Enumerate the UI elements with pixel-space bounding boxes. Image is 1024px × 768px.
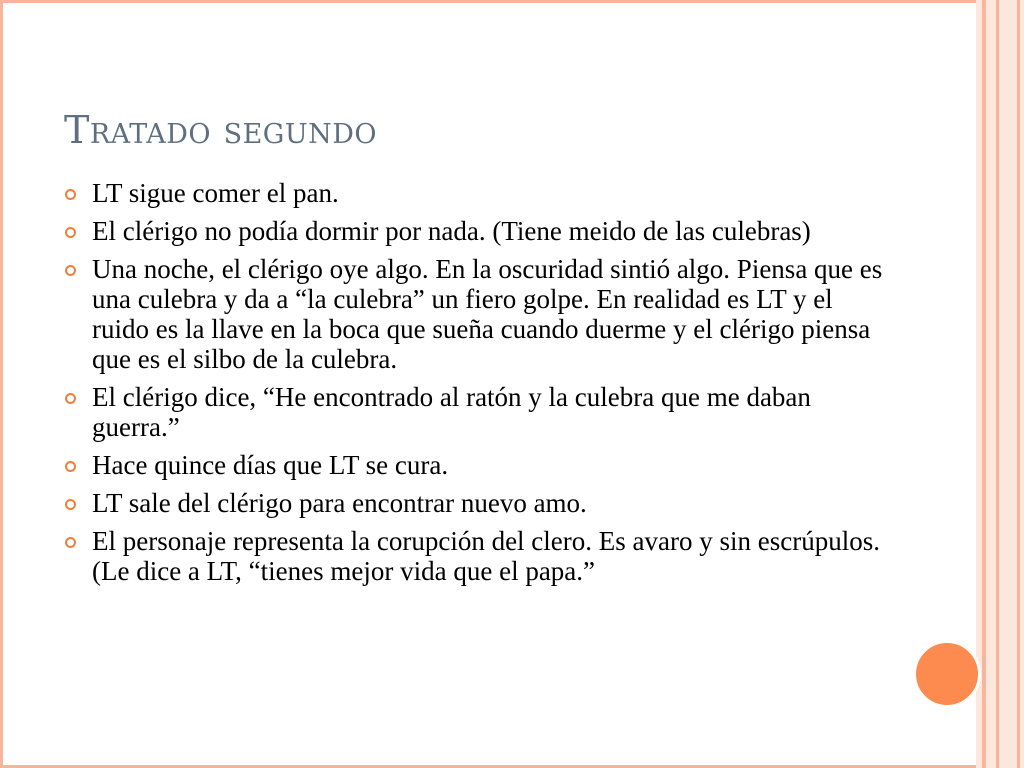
list-item xyxy=(64,382,884,442)
slide-title: Tratado segundo xyxy=(64,108,378,152)
bullet-text: Hace quince días que LT se cura. xyxy=(92,450,449,480)
bullet-text: LT sale del clérigo para encontrar nuevo amo. xyxy=(92,488,587,518)
bullet-text: El personaje representa la corupción del clero. Es avaro y sin escrúpulos. (Le dice a LT, “tienes mejor vida que el papa.” xyxy=(92,526,880,586)
list-item xyxy=(64,178,884,208)
bullet-icon xyxy=(65,227,76,238)
decorative-stripes xyxy=(976,0,1024,768)
bullet-text: El clérigo no podía dormir por nada. (Tiene meido de las culebras) xyxy=(92,216,811,246)
bullet-list xyxy=(64,178,884,594)
bullet-text: LT sigue comer el pan. xyxy=(92,178,339,208)
bullet-icon xyxy=(65,461,76,472)
list-item xyxy=(64,254,884,374)
list-item xyxy=(64,526,884,586)
list-item xyxy=(64,488,884,518)
bullet-icon xyxy=(65,499,76,510)
bullet-icon xyxy=(65,265,76,276)
bullet-icon xyxy=(65,189,76,200)
stripe xyxy=(999,0,1017,768)
bullet-text: Una noche, el clérigo oye algo. En la oscuridad sintió algo. Piensa que es una culebra y da a “la culebra” un fiero golpe. En realidad es LT y el ruido es la llave en la boca que sueña cuando duerme y el clérigo piensa que es el silbo de la culebra. xyxy=(92,254,883,374)
list-item xyxy=(64,216,884,246)
stripe xyxy=(1020,0,1024,768)
list-item xyxy=(64,450,884,480)
bullet-icon xyxy=(65,393,76,404)
bullet-icon xyxy=(65,537,76,548)
bullet-text: El clérigo dice, “He encontrado al ratón y la culebra que me daban guerra.” xyxy=(92,382,811,442)
stripe xyxy=(986,0,996,768)
decorative-circle xyxy=(913,640,981,708)
